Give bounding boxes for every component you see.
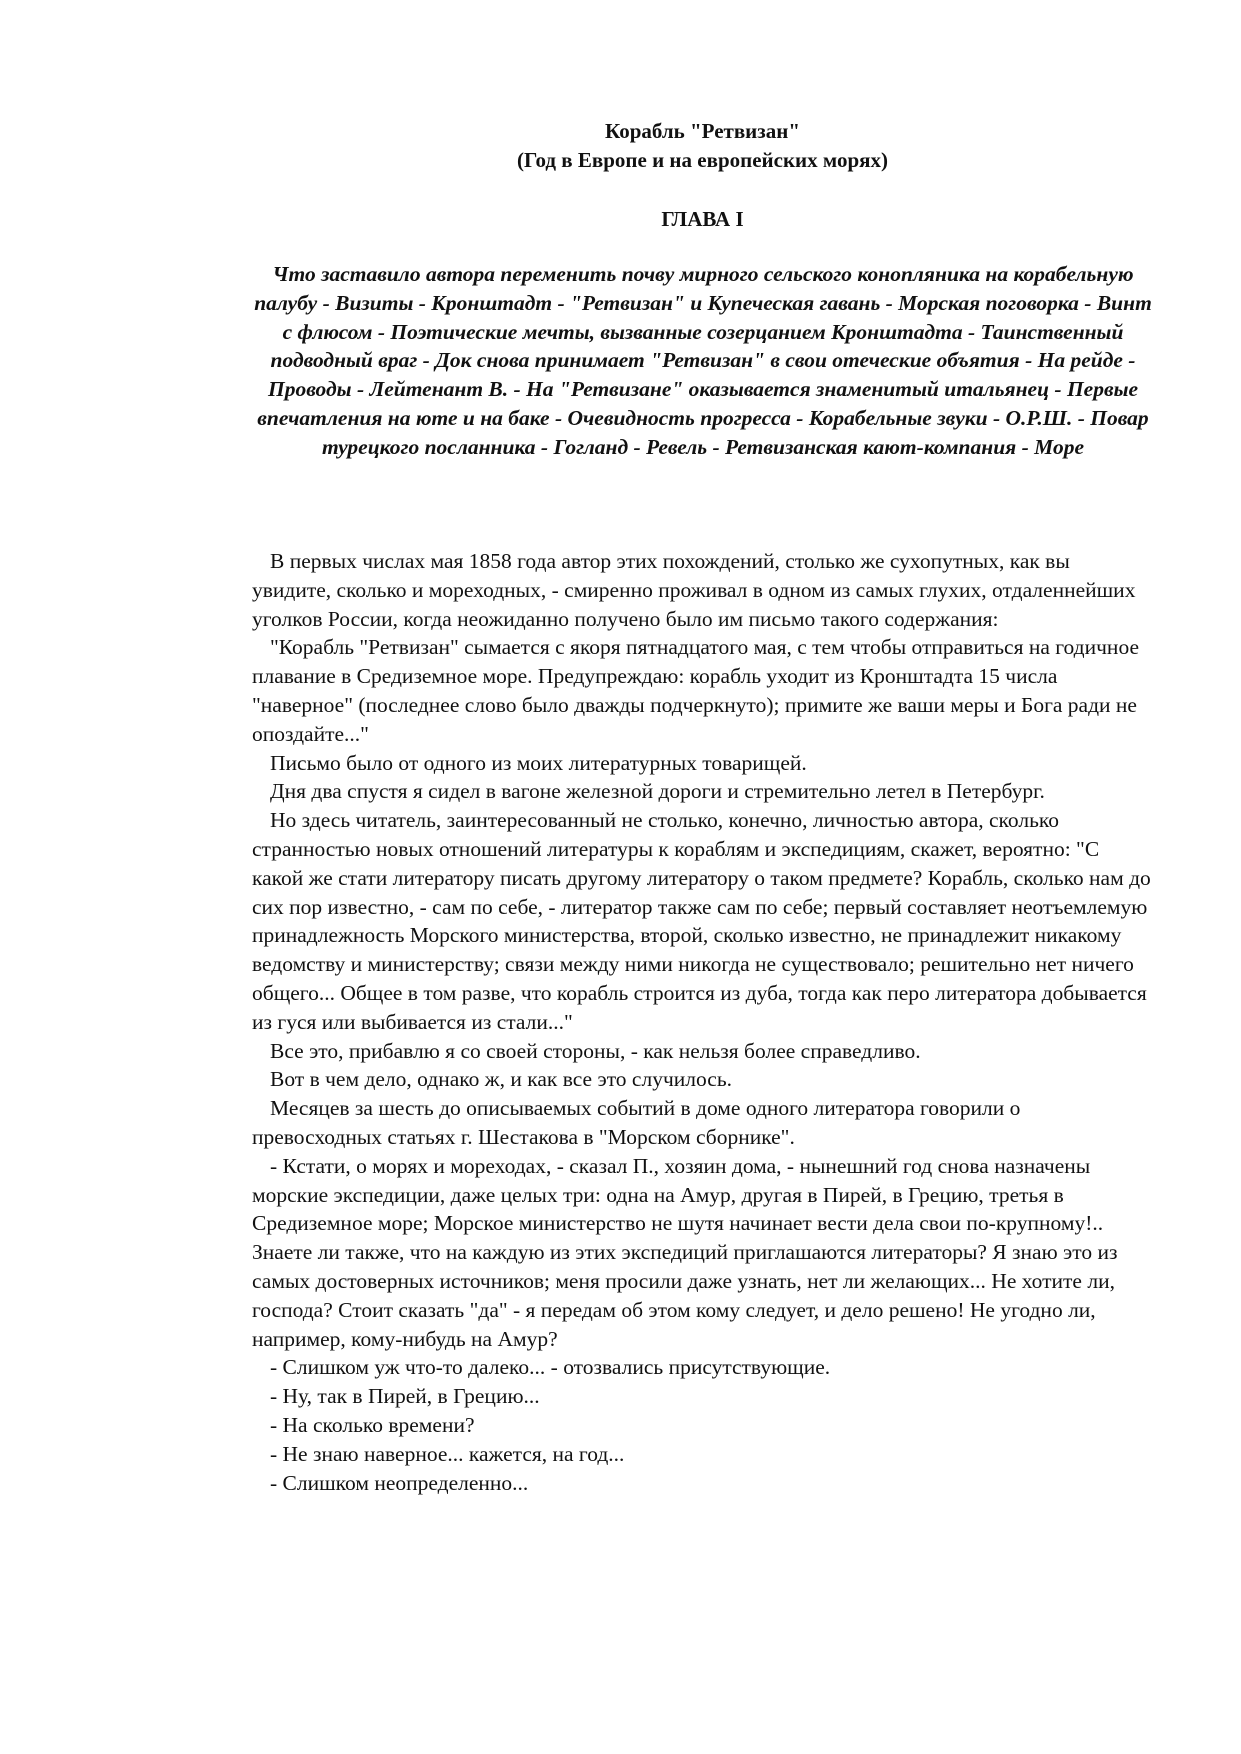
paragraph: - Слишком неопределенно...	[270, 1470, 529, 1495]
paragraph: - Ну, так в Пирей, в Грецию...	[270, 1384, 540, 1409]
paragraph: - Слишком уж что-то далеко... - отозвались присутствующие.	[270, 1355, 831, 1380]
paragraph: "Корабль "Ретвизан" сымается с якоря пятнадцатого мая, с тем чтобы отправиться на годичное плавание в Средиземное море. Предупреждаю: корабль уходит из Кронштадта 15 числа "наверное" (последнее слово было дважды подчеркнуто); примите же ваши меры и Бога ради не опоздайте..."	[252, 635, 1139, 746]
paragraph: Но здесь читатель, заинтересованный не столько, конечно, личностью автора, сколько странностью новых отношений литературы к кораблям и экспедициям, скажет, вероятно: "С какой же стати литератору писать другому литератору о таком предмете? Корабль, сколько нам до сих пор известно, - сам по себе, - литератор также сам по себе; первый составляет неотъемлемую принадлежность Морского министерства, второй, сколько известно, не принадлежит никакому ведомству и министерству; связи между ними никогда не существовало; решительно нет ничего общего... Общее в том разве, что корабль строится из дуба, тогда как перо литератора добывается из гуся или выбивается из стали..."	[252, 808, 1151, 1034]
chapter-summary: Что заставило автора переменить почву мирного сельского конопляника на корабельную палубу - Визиты - Кронштадт - "Ретвизан" и Купеческая гавань - Морская поговорка - Винт с флюсом - Поэтические мечты, вызванные созерцанием Кронштадта - Таинственный подводный враг - Док снова принимает "Ретвизан" в свои отеческие объятия - На рейде - Проводы - Лейтенант В. - На "Ретвизане" оказывается знаменитый итальянец - Первые впечатления на юте и на баке - Очевидность прогресса - Корабельные звуки - О.Р.Ш. - Повар турецкого посланника - Гогланд - Ревель - Ретвизанская кают-компания - Море	[254, 262, 1152, 459]
paragraph: Дня два спустя я сидел в вагоне железной дороги и стремительно летел в Петербург.	[270, 779, 1045, 804]
book-title: Корабль "Ретвизан"	[605, 119, 800, 143]
paragraph: Письмо было от одного из моих литературных товарищей.	[270, 750, 807, 775]
paragraph: - Кстати, о морях и мореходах, - сказал П., хозяин дома, - нынешний год снова назначены морские экспедиции, даже целых три: одна на Амур, другая в Пирей, в Грецию, третья в Средиземное море; Морское министерство не шутя начинает вести дела свои по-крупному!.. Знаете ли также, что на каждую из этих экспедиций приглашаются литераторы? Я знаю это из самых достоверных источников; меня просили даже узнать, нет ли желающих... Не хотите ли, господа? Стоит сказать "да" - я передам об этом кому следует, и дело решено! Не угодно ли, например, кому-нибудь на Амур?	[252, 1153, 1118, 1351]
paragraph: Вот в чем дело, однако ж, и как все это случилось.	[270, 1067, 733, 1092]
paragraph: Все это, прибавлю я со своей стороны, - как нельзя более справедливо.	[270, 1038, 921, 1063]
paragraph: - Не знаю наверное... кажется, на год...	[270, 1441, 625, 1466]
chapter-heading: ГЛАВА I	[661, 207, 744, 231]
paragraph: Месяцев за шесть до описываемых событий в доме одного литератора говорили о превосходных статьях г. Шестакова в "Морском сборнике".	[252, 1096, 1021, 1149]
paragraph: В первых числах мая 1858 года автор этих похождений, столько же сухопутных, как вы увидите, сколько и мореходных, - смиренно проживал в одном из самых глухих, отдаленнейших уголков России, когда неожиданно получено было им письмо такого содержания:	[252, 549, 1136, 631]
paragraph: - На сколько времени?	[270, 1412, 475, 1437]
book-subtitle: (Год в Европе и на европейских морях)	[517, 148, 888, 172]
body-text	[252, 547, 1152, 1497]
